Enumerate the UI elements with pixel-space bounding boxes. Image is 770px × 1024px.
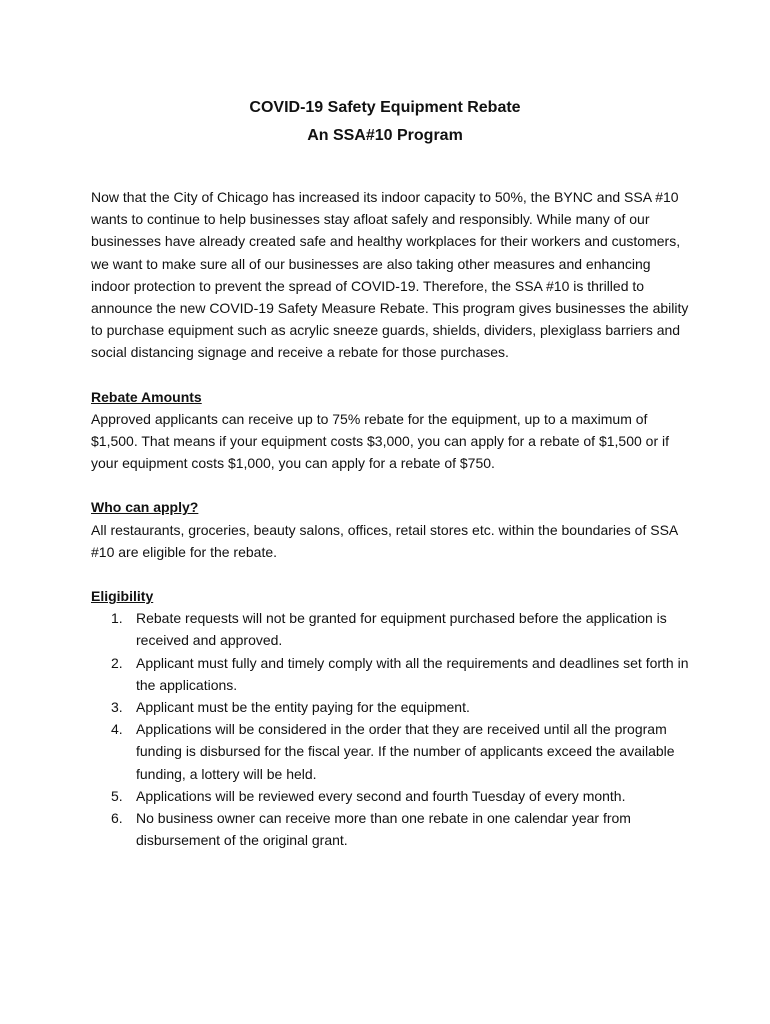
- list-item-text: Applicant must be the entity paying for the equipment.: [136, 699, 470, 716]
- list-item: [91, 807, 691, 851]
- document-body: [91, 186, 691, 873]
- list-item: [91, 652, 691, 696]
- list-item: [91, 785, 691, 807]
- rebate-amounts-heading: Rebate Amounts: [91, 388, 202, 405]
- list-item-text: Applicant must fully and timely comply with all the requirements and deadlines set forth in the applications.: [136, 654, 689, 693]
- list-item-number: 4.: [111, 721, 123, 738]
- title-line-2: An SSA#10 Program: [307, 127, 463, 144]
- eligibility-list: [91, 607, 691, 851]
- list-item: [91, 718, 691, 785]
- title-line-1: COVID-19 Safety Equipment Rebate: [249, 99, 521, 116]
- list-item-text: No business owner can receive more than one rebate in one calendar year from disbursement of the original grant.: [136, 810, 631, 849]
- rebate-amounts-section: [91, 386, 691, 475]
- list-item-number: 5.: [111, 787, 123, 804]
- eligibility-heading: Eligibility: [91, 588, 154, 605]
- list-item-text: Applications will be considered in the order that they are received until all the program funding is disbursed for the fiscal year. If the number of applicants exceed the available funding, a lottery will be held.: [136, 721, 675, 782]
- list-item: [91, 607, 691, 651]
- who-can-apply-heading: Who can apply?: [91, 499, 199, 516]
- eligibility-section: [91, 585, 691, 851]
- intro-paragraph: Now that the City of Chicago has increased its indoor capacity to 50%, the BYNC and SSA #10 wants to continue to help businesses stay afloat safely and responsibly. While many of our businesses have already created safe and healthy workplaces for their workers and customers, we want to make sure all of our businesses are also taking other measures and enhancing indoor protection to prevent the spread of COVID-19. Therefore, the SSA #10 is thrilled to announce the new COVID-19 Safety Measure Rebate. This program gives businesses the ability to purchase equipment such as acrylic sneeze guards, shields, dividers, plexiglass barriers and social distancing signage and receive a rebate for those purchases.: [91, 189, 689, 361]
- rebate-amounts-body: Approved applicants can receive up to 75% rebate for the equipment, up to a maximum of $1,500. That means if your equipment costs $3,000, you can apply for a rebate of $1,500 or if your equipment costs $1,000, you can apply for a rebate of $750.: [91, 410, 669, 472]
- list-item: [91, 696, 691, 718]
- who-can-apply-body: All restaurants, groceries, beauty salons, offices, retail stores etc. within the boundaries of SSA #10 are eligible for the rebate.: [91, 521, 678, 560]
- document-title: [0, 94, 770, 150]
- list-item-text: Rebate requests will not be granted for equipment purchased before the application is received and approved.: [136, 610, 667, 649]
- list-item-number: 2.: [111, 654, 123, 671]
- list-item-number: 1.: [111, 610, 123, 627]
- list-item-number: 6.: [111, 810, 123, 827]
- list-item-text: Applications will be reviewed every second and fourth Tuesday of every month.: [136, 787, 626, 804]
- who-can-apply-section: [91, 496, 691, 563]
- list-item-number: 3.: [111, 699, 123, 716]
